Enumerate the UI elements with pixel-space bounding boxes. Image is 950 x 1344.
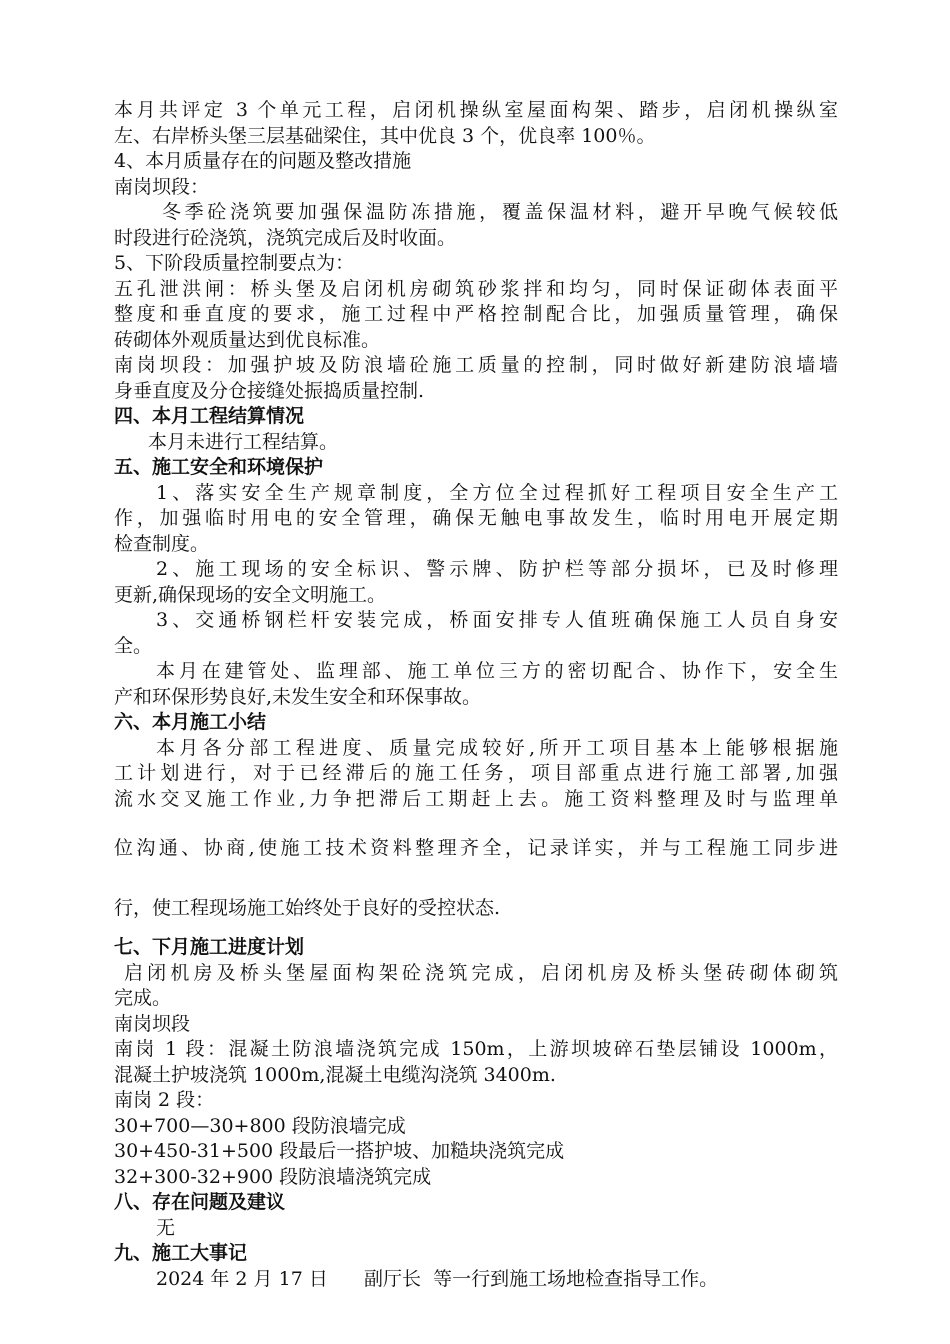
text-line: 本月共评定 3 个单元工程，启闭机操纵室屋面构架、踏步，启闭机操纵室 xyxy=(114,99,838,121)
text-line: 2024 年 2 月 17 日 副厅长 等一行到施工场地检查指导工作。 xyxy=(156,1267,719,1290)
text-line: 砖砌体外观质量达到优良标准。 xyxy=(114,328,381,351)
text-line: 行，使工程现场施工始终处于良好的受控状态. xyxy=(114,896,501,919)
text-line: 左、右岸桥头堡三层基础梁住，其中优良 3 个，优良率 100％。 xyxy=(114,124,656,147)
text-line: 南岗 2 段： xyxy=(114,1089,215,1111)
text-line: 五孔泄洪闸：桥头堡及启闭机房砌筑砂浆拌和均匀，同时保证砌体表面平 xyxy=(114,277,838,300)
text-line: 整度和垂直度的要求，施工过程中严格控制配合比，加强质量管理，确保 xyxy=(114,303,838,325)
text-line: 完成。 xyxy=(114,987,172,1009)
text-line: 本月未进行工程结算。 xyxy=(148,430,339,453)
section-heading-4: 四、本月工程结算情况 xyxy=(114,405,305,427)
text-line: 南岗坝段：加强护坡及防浪墙砼施工质量的控制，同时做好新建防浪墙墙 xyxy=(114,354,838,376)
text-line: 时段进行砼浇筑，浇筑完成后及时收面。 xyxy=(114,226,457,249)
text-line: 本月各分部工程进度、质量完成较好,所开工项目基本上能够根据施 xyxy=(156,736,838,759)
text-line: 身垂直度及分仓接缝处振捣质量控制. xyxy=(114,379,425,402)
text-line: 检查制度。 xyxy=(114,532,210,555)
text-line: 全。 xyxy=(114,634,153,657)
text-line: 30+450-31+500 段最后一搭护坡、加糙块浇筑完成 xyxy=(114,1140,565,1162)
text-line: 30+700—30+800 段防浪墙完成 xyxy=(114,1114,406,1137)
text-line: 启闭机房及桥头堡屋面构架砼浇筑完成，启闭机房及桥头堡砖砌体砌筑 xyxy=(124,961,838,984)
text-line: 1、落实安全生产规章制度，全方位全过程抓好工程项目安全生产工 xyxy=(156,481,838,504)
document-body xyxy=(114,98,838,1292)
text-line: 南岗 1 段：混凝土防浪墙浇筑完成 150m，上游坝坡碎石垫层铺设 1000m， xyxy=(114,1038,838,1060)
text-line: 2、施工现场的安全标识、警示牌、防护栏等部分损坏，已及时修理 xyxy=(156,558,838,580)
section-heading-6: 六、本月施工小结 xyxy=(114,711,267,733)
subsection-title: 4、本月质量存在的问题及整改措施 xyxy=(114,150,412,172)
section-heading-8: 八、存在问题及建议 xyxy=(114,1191,286,1213)
text-line: 32+300-32+900 段防浪墙浇筑完成 xyxy=(114,1165,432,1188)
text-line: 混凝土护坡浇筑 1000m,混凝土电缆沟浇筑 3400m. xyxy=(114,1063,556,1086)
text-line: 产和环保形势良好,未发生安全和环保事故。 xyxy=(114,685,482,708)
text-line: 流水交叉施工作业,力争把滞后工期赶上去。施工资料整理及时与监理单 xyxy=(114,787,838,810)
text-line: 本月在建管处、监理部、施工单位三方的密切配合、协作下，安全生 xyxy=(156,660,838,682)
text-line: 工计划进行，对于已经滞后的施工任务，项目部重点进行施工部署,加强 xyxy=(114,762,838,784)
subsection-title: 5、下阶段质量控制要点为： xyxy=(114,252,355,274)
text-line: 南岗坝段 xyxy=(114,1012,191,1035)
text-line: 位沟通、协商,使施工技术资料整理齐全，记录详实，并与工程施工同步进 xyxy=(114,837,838,859)
text-line: 3、交通桥钢栏杆安装完成，桥面安排专人值班确保施工人员自身安 xyxy=(156,609,838,631)
section-heading-5: 五、施工安全和环境保护 xyxy=(114,456,324,478)
text-line: 冬季砼浇筑要加强保温防冻措施，覆盖保温材料，避开早晚气候较低 xyxy=(162,201,838,223)
text-line: 无 xyxy=(156,1216,176,1239)
text-line: 作，加强临时用电的安全管理，确保无触电事故发生，临时用电开展定期 xyxy=(114,507,838,529)
section-heading-7: 七、下月施工进度计划 xyxy=(114,936,305,958)
section-heading-9: 九、施工大事记 xyxy=(114,1242,248,1264)
text-line: 南岗坝段： xyxy=(114,175,210,198)
text-line: 更新,确保现场的安全文明施工。 xyxy=(114,583,387,606)
